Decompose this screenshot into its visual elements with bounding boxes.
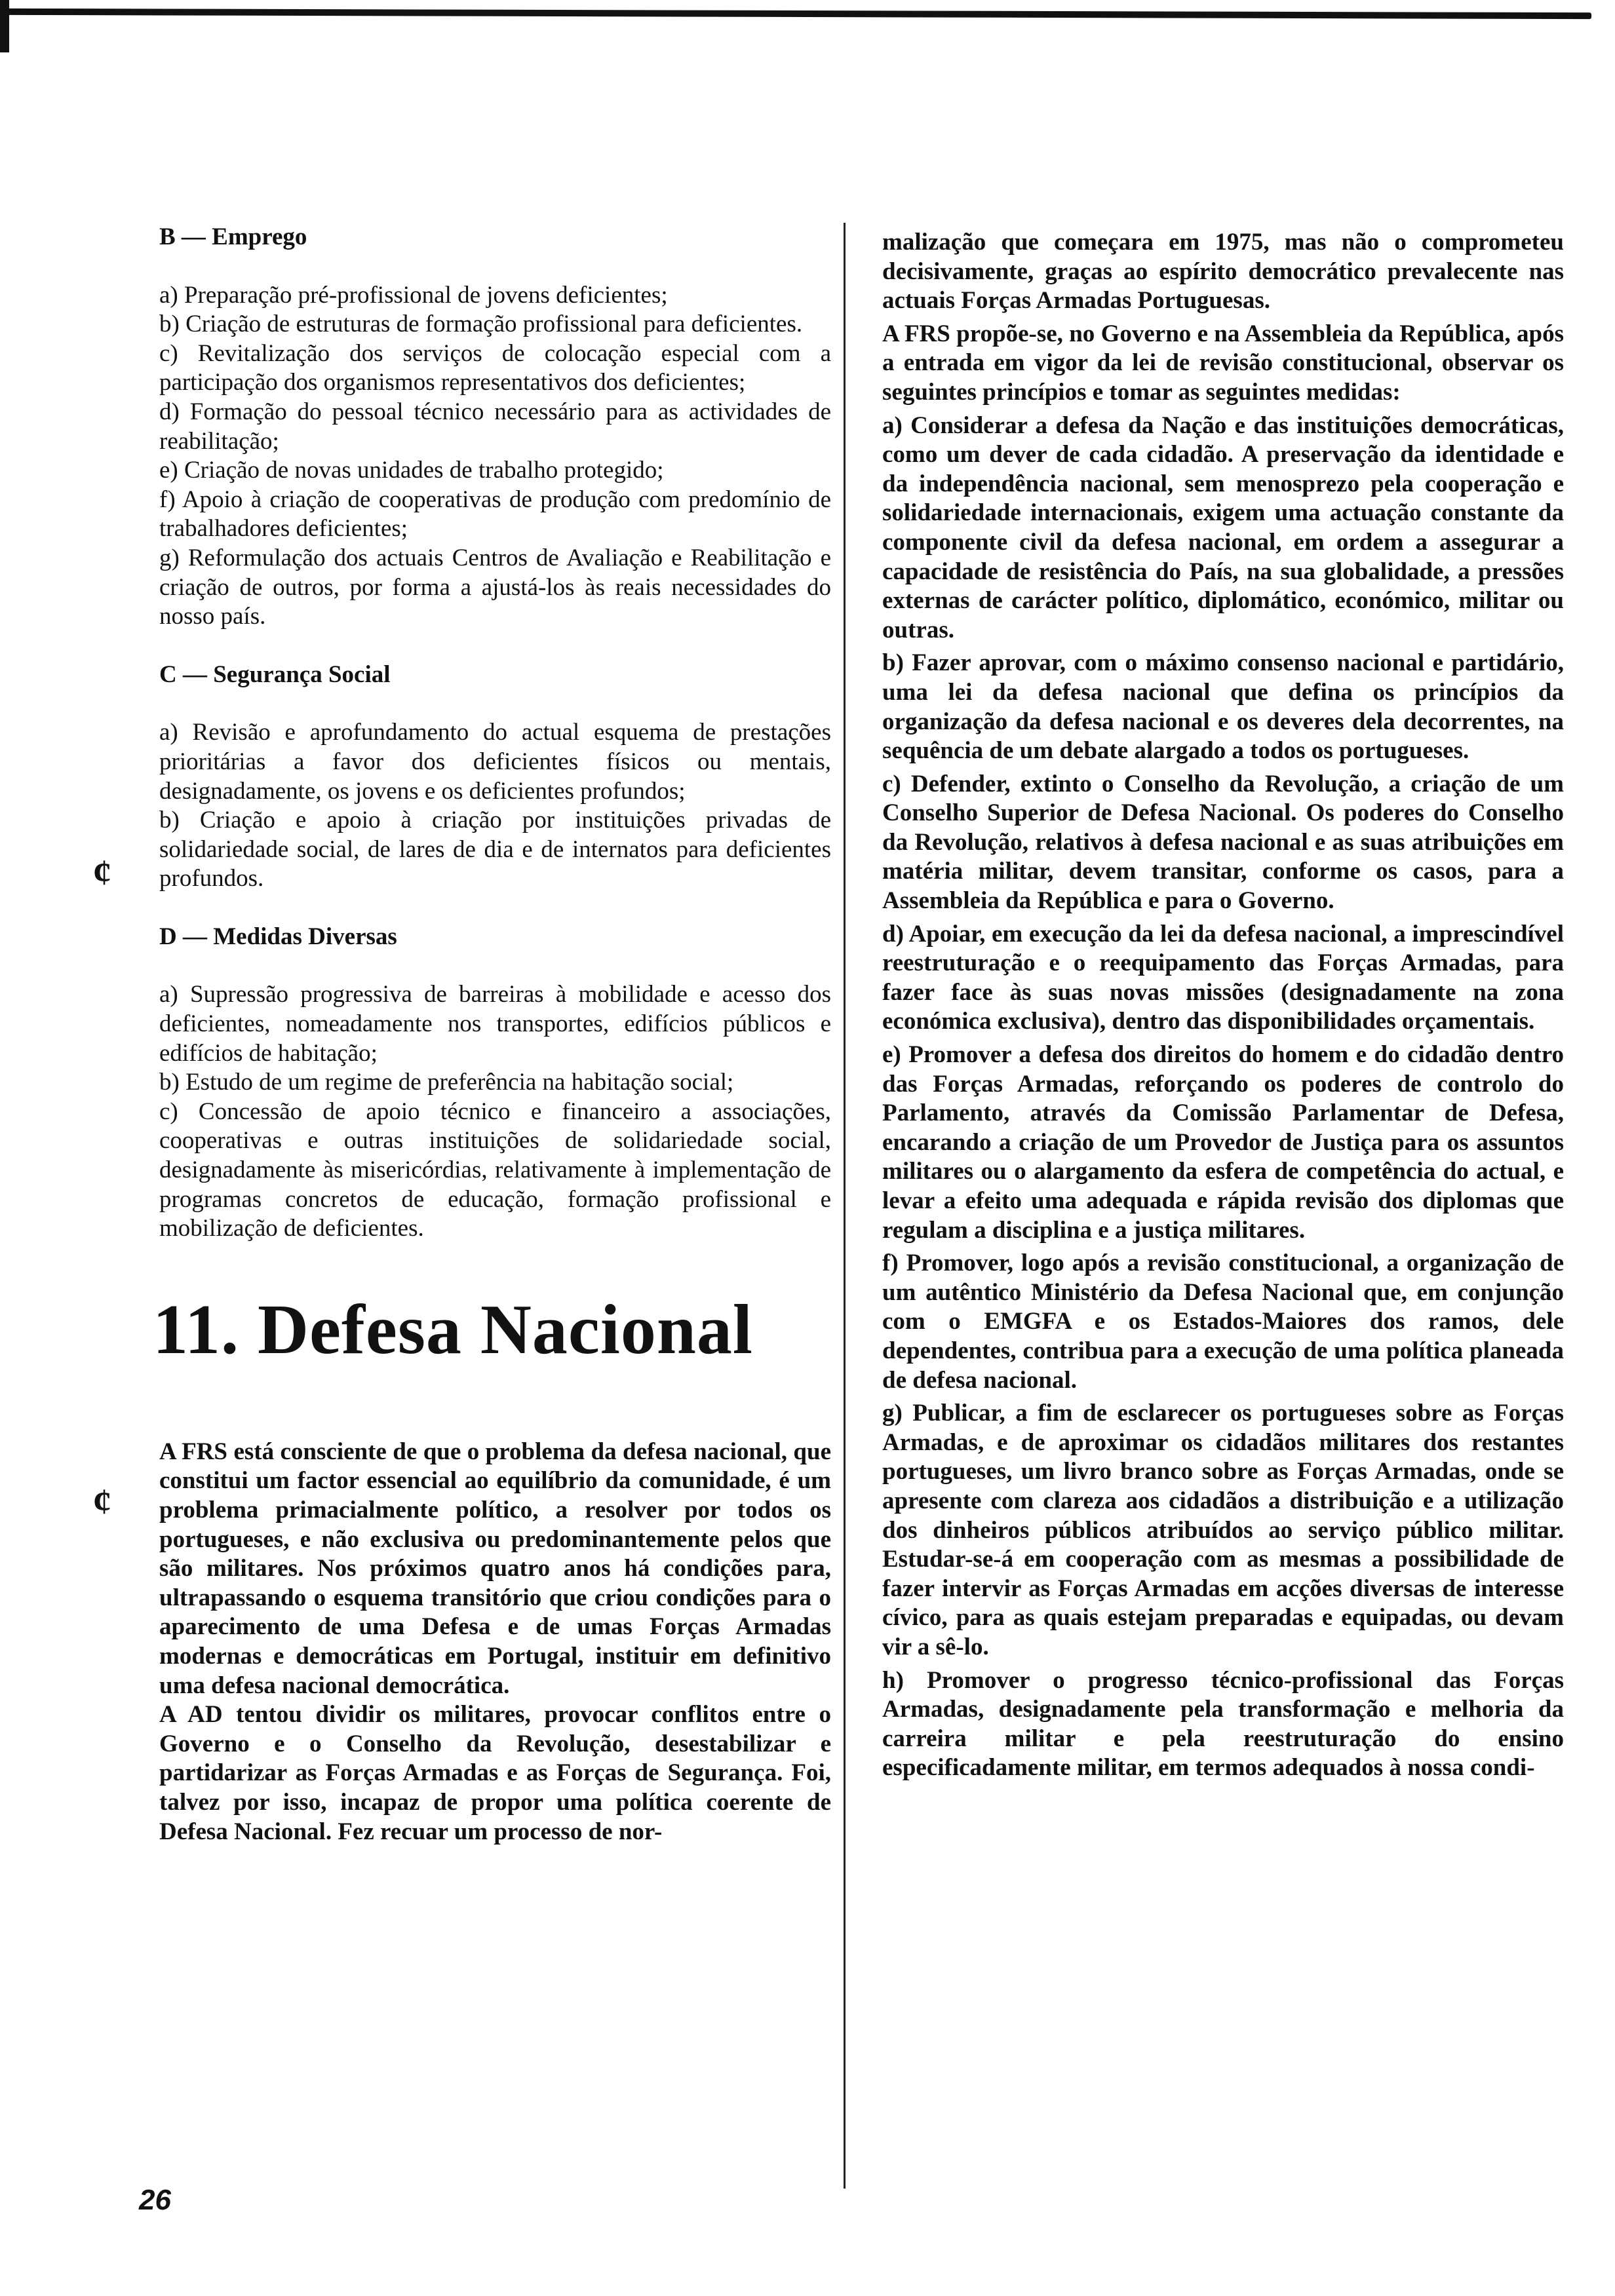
column-divider [844, 223, 846, 2189]
section-emprego [159, 223, 831, 632]
top-border-rule [5, 9, 1591, 19]
list-item: e) Promover a defesa dos direitos do homem e do cidadão dentro das Forças Armadas, reforçando os poderes de controlo do Parlamento, através da Comissão Parlamentar de Defesa, encarando a criação de um Provedor de Justiça para os assuntos militares ou o alargamento da esfera de competência do actual, e levar a efeito uma adequada e rápida revisão dos diplomas que regulam a disciplina e a justiça militares. [882, 1041, 1564, 1244]
list-item: a) Revisão e aprofundamento do actual esquema de prestações prioritárias a favor dos deficientes físicos ou mentais, designadamente, os jovens e os deficientes profundos; [159, 719, 831, 805]
list-item: f) Apoio à criação de cooperativas de produção com predomínio de trabalhadores deficientes; [159, 486, 831, 543]
list-item: a) Preparação pré-profissional de jovens deficientes; [159, 281, 668, 309]
paragraph: A FRS propõe-se, no Governo e na Assembleia da República, após a entrada em vigor da lei de revisão constitucional, observar os seguintes princípios e tomar as seguintes medidas: [882, 320, 1564, 406]
list-item: a) Supressão progressiva de barreiras à mobilidade e acesso dos deficientes, nomeadamente nos transportes, edifícios públicos e edifícios de habitação; [159, 981, 831, 1067]
list-item: h) Promover o progresso técnico-profissional das Forças Armadas, designadamente pela transformação e melhoria da carreira militar e pela reestruturação do ensino especificadamente militar, em termos adequados à nossa condi- [882, 1666, 1564, 1782]
margin-mark: ¢ [93, 852, 111, 893]
section-heading: D — Medidas Diversas [159, 923, 397, 950]
paragraph: malização que começara em 1975, mas não o comprometeu decisivamente, graças ao espírito democrático prevalecente nas actuais Forças Armadas Portuguesas. [882, 229, 1564, 315]
list-item: d) Apoiar, em execução da lei da defesa nacional, a imprescindível reestruturação e o reequipamento das Forças Armadas, para fazer face às suas novas missões (designadamente na zona económica exclusiva), dentro das disponibilidades orçamentais. [882, 920, 1564, 1035]
list-item: e) Criação de novas unidades de trabalho protegido; [159, 457, 664, 484]
margin-mark: ¢ [93, 1482, 111, 1522]
item-list [159, 281, 831, 632]
list-item: c) Concessão de apoio técnico e financeiro a associações, cooperativas e outras instituições de solidariedade social, designadamente às misericórdias, relativamente à implementação de programas concretos de educação, formação profissional e mobilização de deficientes. [159, 1098, 831, 1242]
item-list [159, 718, 831, 894]
left-column [153, 223, 831, 1846]
list-item: a) Considerar a defesa da Nação e das instituições democráticas, como um dever de cada cidadão. A preservação da identidade e da independência nacional, sem menosprezo pela cooperação e solidariedade internacionais, exigem uma actuação constante da componente civil da defesa nacional, em ordem a assegurar a capacidade de resistência do País, na sua globalidade, a pressões externas de carácter político, diplomático, económico, militar ou outras. [882, 411, 1564, 643]
chapter-intro [159, 1438, 831, 1846]
list-item: g) Publicar, a fim de esclarecer os portugueses sobre as Forças Armadas, e de aproximar os cidadãos militares dos restantes portugueses, um livro branco sobre as Forças Armadas, onde se apresente com clareza aos cidadãos a distribuição e a utilização dos dinheiros públicos atribuídos ao serviço público militar. Estudar-se-á em cooperação com as mesmas a possibilidade de fazer intervir as Forças Armadas em acções diversas de interesse cívico, para as quais estejam preparadas e equipadas, ou devam vir a sê-lo. [882, 1400, 1564, 1660]
list-item: g) Reformulação dos actuais Centros de Avaliação e Reabilitação e criação de outros, por forma a ajustá-los às reais necessidades do nosso país. [159, 544, 831, 630]
chapter-title: 11. Defesa Nacional [153, 1290, 753, 1369]
list-item: b) Criação e apoio à criação por instituições privadas de solidariedade social, de lares de dia e de internatos para deficientes profundos. [159, 807, 831, 892]
item-list [159, 980, 831, 1243]
list-item: b) Criação de estruturas de formação profissional para deficientes. [159, 311, 803, 338]
section-heading: B — Emprego [159, 223, 307, 250]
list-item: c) Revitalização dos serviços de colocação especial com a participação dos organismos representativos dos deficientes; [159, 339, 831, 396]
page-number: 26 [139, 2184, 171, 2216]
section-heading: C — Segurança Social [159, 660, 391, 688]
right-column [882, 228, 1564, 1787]
paragraph: A AD tentou dividir os militares, provocar conflitos entre o Governo e o Conselho da Revolução, desestabilizar e partidarizar as Forças Armadas e as Forças de Segurança. Foi, talvez por isso, incapaz de propor uma política coerente de Defesa Nacional. Fez recuar um processo de nor- [159, 1701, 831, 1845]
list-item: b) Estudo de um regime de preferência na habitação social; [159, 1069, 734, 1096]
list-item: d) Formação do pessoal técnico necessário para as actividades de reabilitação; [159, 398, 831, 455]
list-item: f) Promover, logo após a revisão constitucional, a organização de um autêntico Ministério da Defesa Nacional que, em conjunção com o EMGFA e os Estados-Maiores dos ramos, dele dependentes, contribua para a execução de uma política planeada de defesa nacional. [882, 1250, 1564, 1394]
section-seguranca-social [159, 660, 831, 894]
list-item: c) Defender, extinto o Conselho da Revolução, a criação de um Conselho Superior de Defesa Nacional. Os poderes do Conselho da Revolução, relativos à defesa nacional e as suas atribuições em matéria militar, devem transitar, conforme os casos, para a Assembleia da República e para o Governo. [882, 770, 1564, 915]
paragraph: A FRS está consciente de que o problema da defesa nacional, que constitui um factor essencial ao equilíbrio da comunidade, é um problema primacialmente político, a resolver por todos os portugueses, e não exclusiva ou predominantemente pelos que são militares. Nos próximos quatro anos há condições para, ultrapassando o esquema transitório que criou condições para o aparecimento de uma Defesa e de umas Forças Armadas modernas e democráticas em Portugal, instituir em definitivo uma defesa nacional democrática. [159, 1438, 831, 1699]
list-item: b) Fazer aprovar, com o máximo consenso nacional e partidário, uma lei da defesa nacional que defina os princípios da organização da defesa nacional e os deveres dela decorrentes, na sequência de um debate alargado a todos os portugueses. [882, 649, 1564, 765]
section-medidas-diversas [159, 923, 831, 1244]
